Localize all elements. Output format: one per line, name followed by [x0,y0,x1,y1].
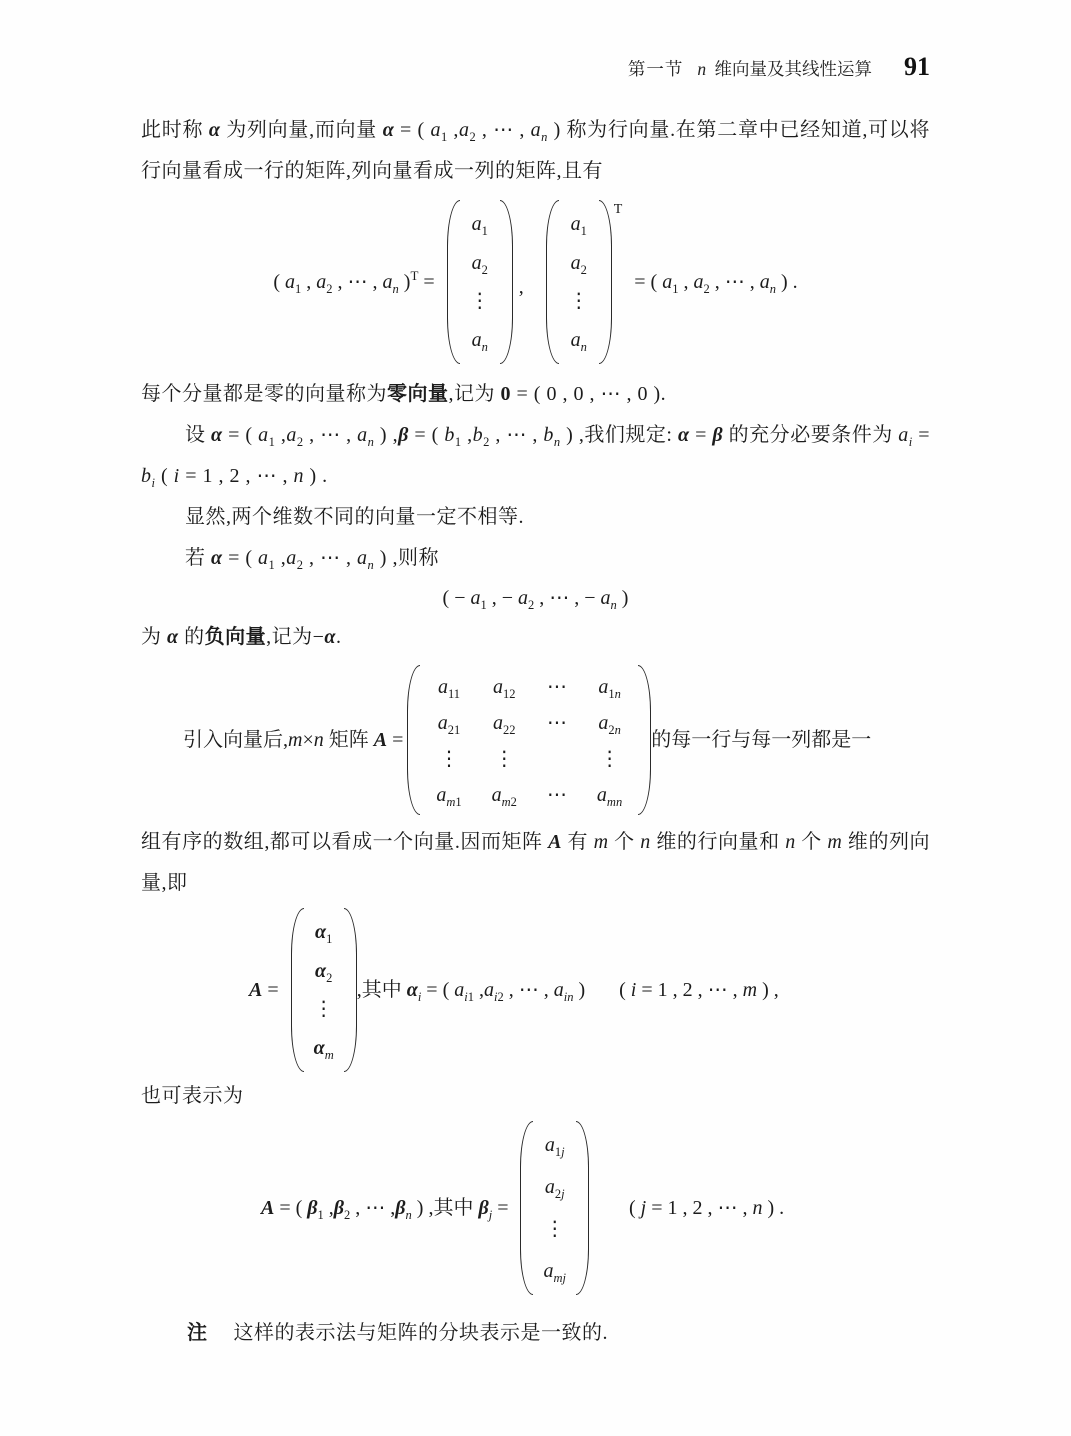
left-paren-icon [407,665,420,815]
vector-entry: $a_{2j}$ [544,1176,565,1201]
section-label: 第一节 [627,59,684,79]
vector-entry: $\alpha_1$ [315,921,333,946]
formula-col-vectors [261,1117,930,1299]
matrix-entry: $a_{mn}$ [596,784,623,809]
left-paren-icon [546,200,559,364]
note-text: 这样的表示法与矩阵的分块表示是一致的. [233,1322,608,1344]
formula-row-lhs: A = [249,979,279,1001]
vdots: ⋮ [568,290,589,313]
vector-entry: $a_{1j}$ [544,1134,565,1159]
formula-col-range: ( j = 1 , 2 , ⋯ , n ) . [628,1197,785,1219]
paragraph-negative-def: 为 α 的负向量,记为−α. [141,626,342,648]
cdots: ⋯ [546,712,567,734]
column-vector-1 [447,200,513,364]
vector-entry: $a_2$ [471,251,488,277]
paragraph-row-col-vectors: 组有序的数组,都可以看成一个向量.因而矩阵 A 有 m 个 n 维的行向量和 n 个 m 维的列向量,即 [141,831,931,894]
vector-entry: $a_n$ [471,328,488,354]
matrix-entry: $a_{1n}$ [598,676,621,701]
matrix-entry: $a_{21}$ [437,712,461,737]
paragraph-equality: 设 α = ( $a_1$ $,a_2$ , ⋯ , $a_n$ ) ,β = ( $b_1$ $,b_2$ , ⋯ , $b_n$ ) ,我们规定: α = β 的充分必要条件为 $a_i = b_i$ ( i = 1 , 2 , ⋯ , n ) . [141,424,931,490]
paragraph-also: 也可表示为 [141,1085,244,1107]
formula-transpose-lhs: ( $a_1$ , $a_2$ , ⋯ , $a_n$ )$^T$ = [273,268,435,296]
right-paren-icon [599,200,612,364]
formula-matrix-a [183,662,930,818]
page-header [141,52,930,86]
vdots: ⋮ [469,290,490,313]
formula-transpose [141,196,930,368]
vdots: ⋮ [439,748,459,770]
note-label: 注 [187,1322,208,1344]
paragraph-zero-vector: 每个分量都是零的向量称为零向量,记为 0 = ( 0 , 0 , ⋯ , 0 ). [141,383,667,405]
matrix-intro-text: 引入向量后,m×n 矩阵 A = [183,729,404,751]
matrix-entry: $a_{11}$ [437,676,461,701]
matrix-entry: $a_{m1}$ [436,784,462,809]
beta-column-vector [520,1121,589,1295]
matrix-entry: $a_{22}$ [493,712,516,737]
left-paren-icon [520,1121,533,1295]
matrix-entry: $a_{m2}$ [491,784,517,809]
matrix [407,665,651,815]
vdots: ⋮ [494,748,515,770]
transpose-superscript: T [613,202,623,217]
page-number: 91 [904,52,930,81]
formula-col-lhs: A = ( $\beta_1$ $,\beta_2$ , ⋯ $,\beta_n$ ) ,其中 $\beta_j$ = [261,1197,509,1222]
cdots: ⋯ [546,676,567,698]
right-paren-icon [576,1121,589,1295]
vector-entry: $a_2$ [570,251,587,277]
cdots: ⋯ [546,784,567,806]
paragraph-intro: 此时称 α 为列向量,而向量 α = ( $a_1$ $,a_2$ , ⋯ , $a_n$ ) 称为行向量.在第二章中已经知道,可以将行向量看成一行的矩阵,列向量看成一列的矩阵,且有 [141,119,931,182]
vector-entry: $a_1$ [471,213,488,238]
formula-negative-vector: ( − $a_1$ , − $a_2$ , ⋯ , − $a_n$ ) [442,587,629,612]
vdots: ⋮ [313,998,334,1021]
right-paren-icon [344,908,357,1072]
vector-entry: $a_{mj}$ [543,1260,566,1285]
formula-row-vectors [249,904,930,1076]
left-paren-icon [291,908,304,1072]
formula-row-mid: ,其中 $\alpha_i$ = ( $a_{i1}$ $,a_{i2}$ , ⋯ , $a_{in}$ ) [356,979,586,1004]
formula-row-range: ( i = 1 , 2 , ⋯ , m ) , [619,979,779,1001]
left-paren-icon [447,200,460,364]
vdots: ⋮ [544,1218,565,1240]
comma: , [518,276,524,298]
vector-entry: $\alpha_2$ [315,959,333,985]
matrix-entry: $a_{12}$ [493,676,516,701]
paragraph-negative-intro: 若 α = ( $a_1$ $,a_2$ , ⋯ , $a_n$ ) ,则称 [185,547,439,572]
column-vector-2 [546,200,623,364]
vdots: ⋮ [599,748,620,770]
chapter-title: n 维向量及其线性运算 [697,59,872,79]
matrix-entry: $a_{2n}$ [598,712,621,737]
vector-entry: $\alpha_m$ [313,1036,334,1062]
right-paren-icon [500,200,513,364]
vector-entry: $a_n$ [570,328,587,354]
matrix-after-text: 的每一行与每一列都是一 [651,729,872,751]
paragraph-dimension: 显然,两个维数不同的向量一定不相等. [185,506,524,528]
right-paren-icon [638,665,651,815]
alpha-column-vector [291,908,357,1072]
formula-transpose-rhs: = ( $a_1$ , $a_2$ , ⋯ , $a_n$ ) . [634,271,798,296]
vector-entry: $a_1$ [570,213,587,238]
note [187,1313,930,1354]
